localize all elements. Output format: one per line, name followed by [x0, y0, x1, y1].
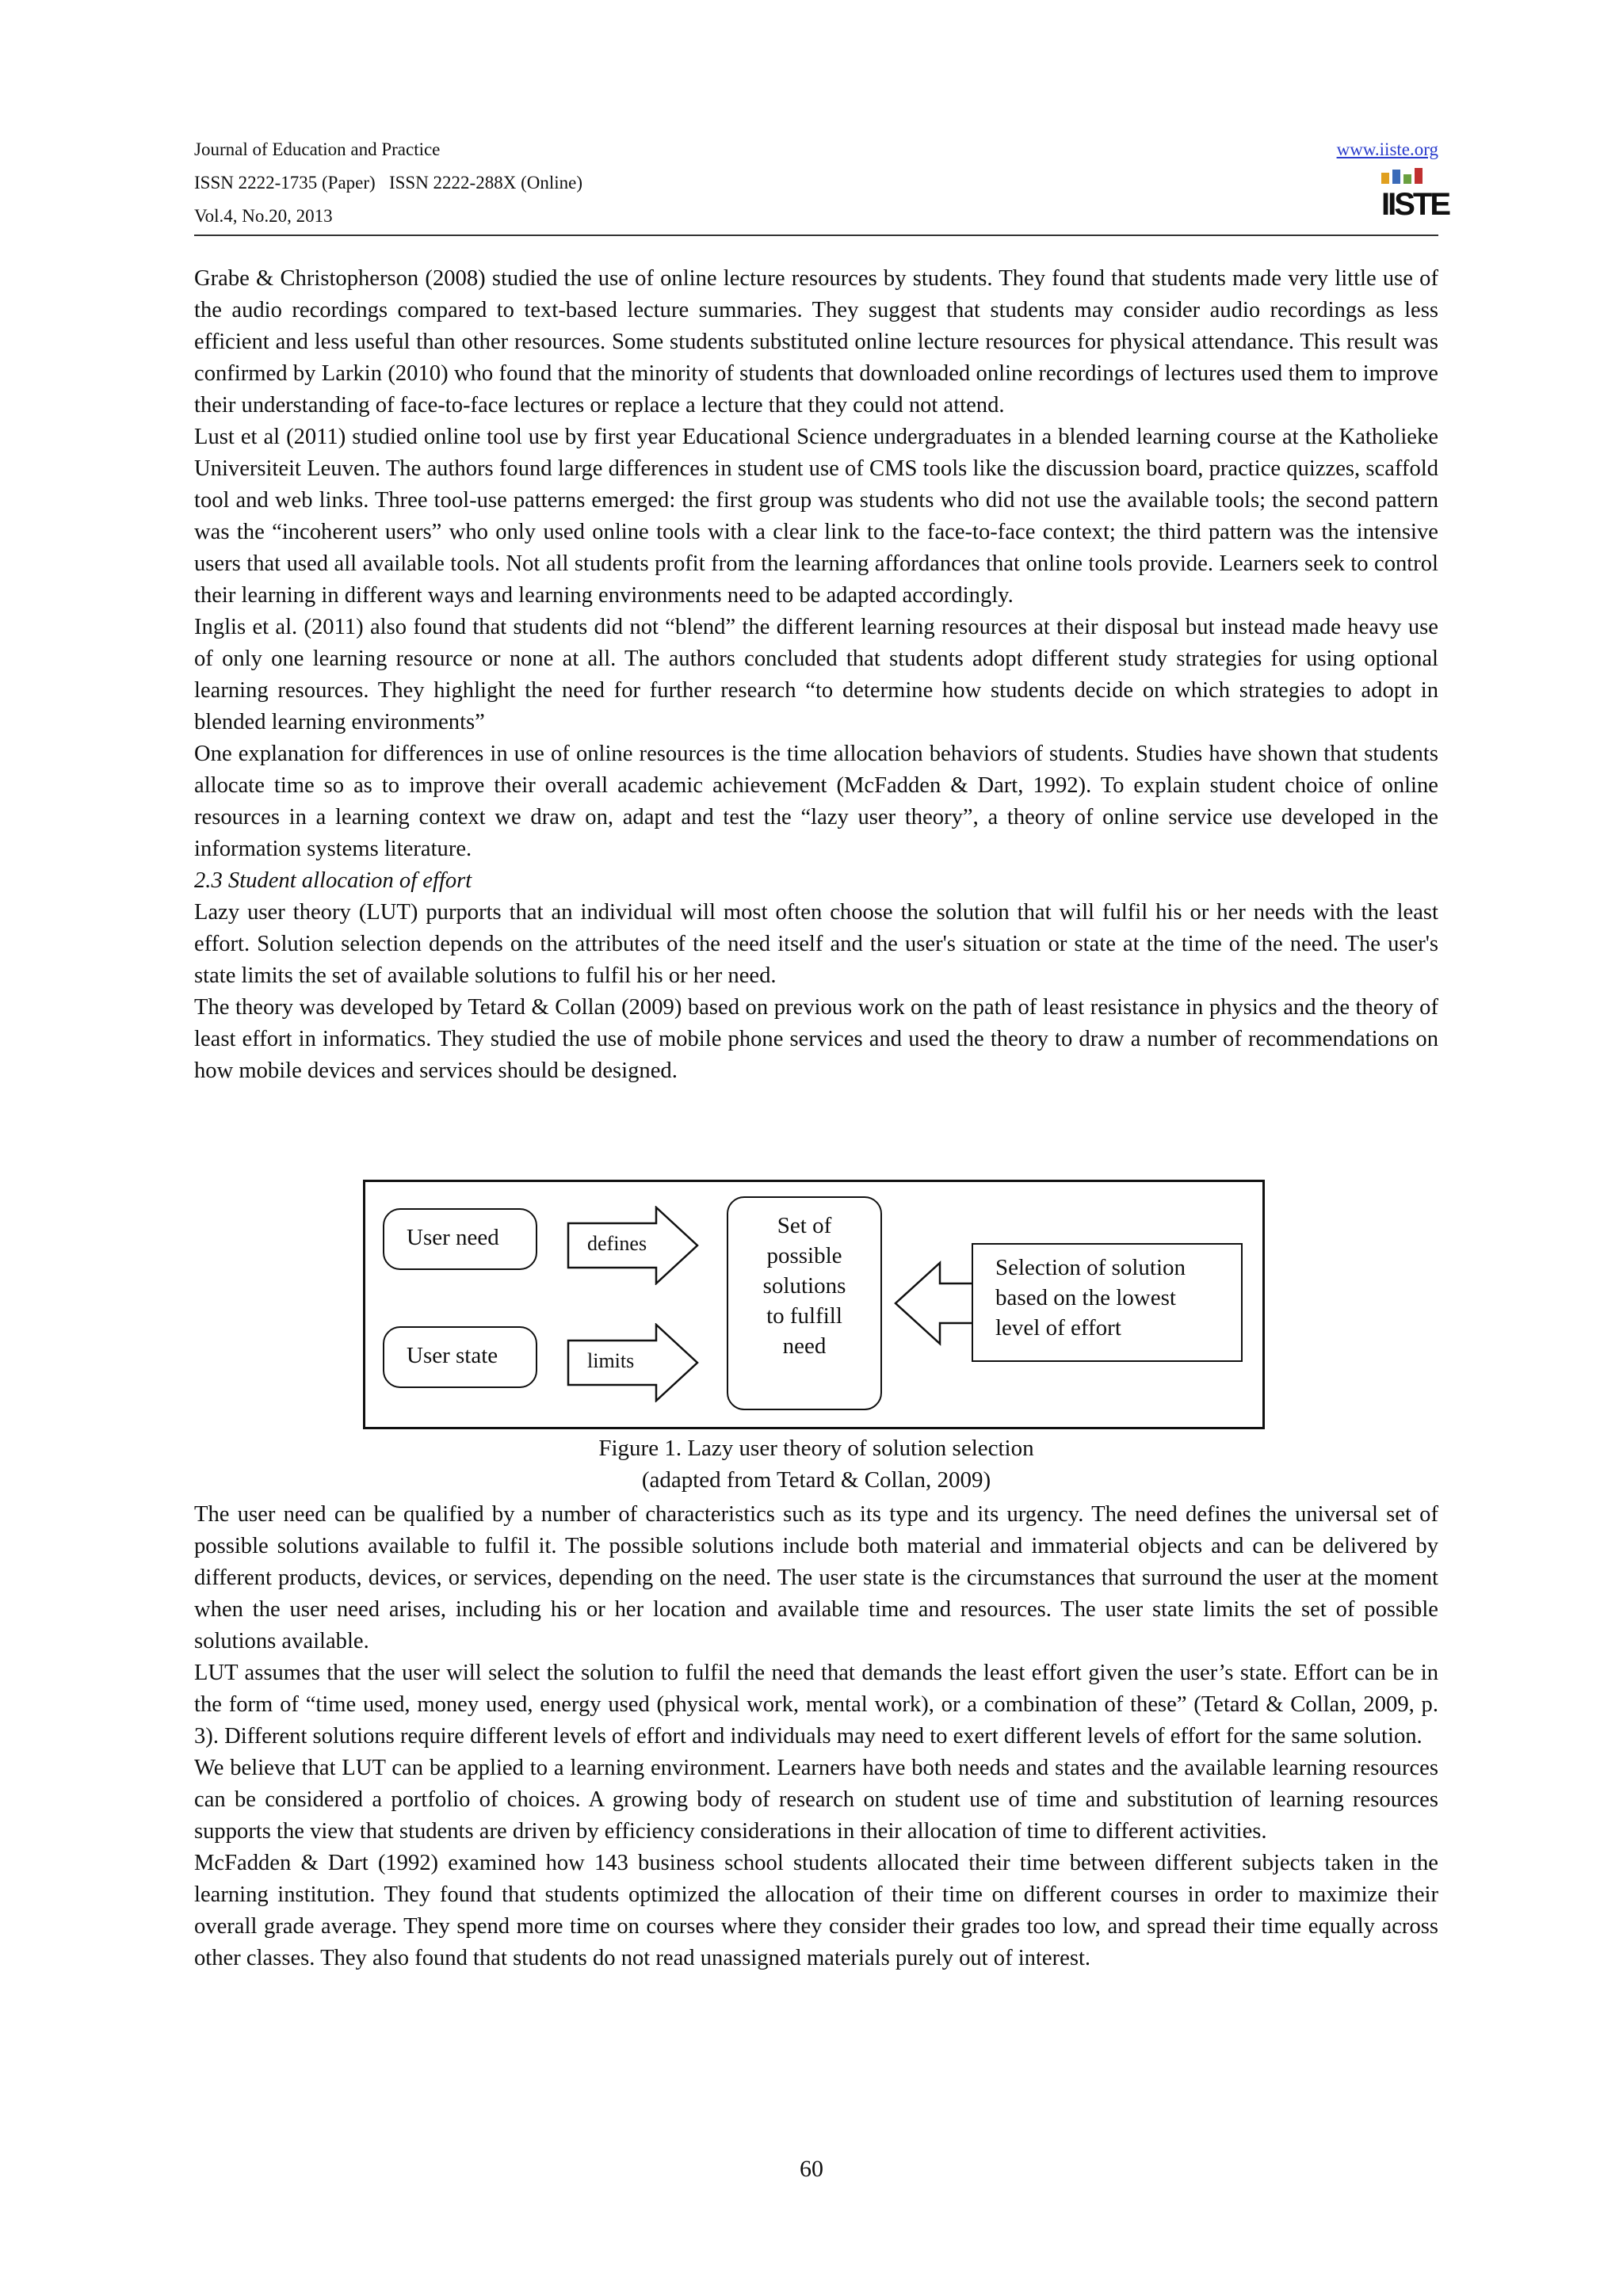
volume-line: Vol.4, No.20, 2013: [194, 206, 333, 226]
figure-caption-source: (adapted from Tetard & Collan, 2009): [641, 1467, 991, 1493]
solutions-line: to fulfill: [766, 1303, 842, 1329]
selection-line: based on the lowest: [995, 1285, 1176, 1310]
selection-line: Selection of solution: [995, 1255, 1186, 1280]
page-number: 60: [800, 2156, 823, 2182]
header-rule: [194, 235, 1438, 236]
body-bottom: [194, 1499, 1438, 1974]
solutions-line: solutions: [762, 1273, 846, 1299]
logo-text: IISTE: [1381, 187, 1449, 222]
paragraph: We believe that LUT can be applied to a learning environment. Learners have both needs and states and the available learning resources can be considered a portfolio of choices. A growing body of research on student use of time and substitution of learning resources supports the view that students are driven by efficiency considerations in their allocation of time to different activities.: [194, 1756, 1438, 1844]
user-state-box: [383, 1326, 537, 1388]
website-link[interactable]: www.iiste.org: [1336, 139, 1438, 159]
selection-box: [972, 1243, 1243, 1362]
paragraph: One explanation for differences in use of online resources is the time allocation behaviors of students. Studies have shown that students allocate time so as to improve their overall academic achievement (McFadden & Dart, 1992). To explain student choice of online resources in a learning context we draw on, adapt and test the “lazy user theory”, a theory of online service use developed in the information systems literature.: [194, 742, 1438, 861]
figure-frame: [363, 1180, 1265, 1429]
paragraph: McFadden & Dart (1992) examined how 143 business school students allocated their time between different subjects taken in the learning institution. They found that students optimized the allocation of their time on different courses in order to maximize their overall grade average. They spend more time on courses where they consider their grades too low, and spread their time equally across other classes. They also found that students do not read unassigned materials purely out of interest.: [194, 1851, 1438, 1970]
paragraph: The theory was developed by Tetard & Collan (2009) based on previous work on the path of least resistance in physics and the theory of least effort in informatics. They studied the use of mobile phone services and used the theory to draw a number of recommendations on how mobile devices and services should be designed.: [194, 995, 1438, 1083]
user-need-label: User need: [407, 1225, 499, 1250]
section-heading: 2.3 Student allocation of effort: [194, 868, 472, 893]
paragraph: Lazy user theory (LUT) purports that an individual will most often choose the solution that will fulfil his or her needs with the least effort. Solution selection depends on the attributes of the need itself and the user's situation or state at the time of the need. The user's state limits the set of available solutions to fulfil his or her need.: [194, 900, 1438, 988]
body-top: [194, 263, 1438, 1087]
defines-label: defines: [587, 1232, 647, 1255]
selection-line: level of effort: [995, 1315, 1121, 1341]
logo-bars-icon: [1381, 168, 1437, 184]
paragraph: Inglis et al. (2011) also found that students did not “blend” the different learning resources at their disposal but instead made heavy use of only one learning resource or none at all. The authors concluded that students adopt different study strategies for using optional learning resources. They highlight the need for further research “to determine how students decide on which strategies to adopt in blended learning environments”: [194, 615, 1438, 734]
paragraph: LUT assumes that the user will select the solution to fulfil the need that demands the least effort given the user’s state. Effort can be in the form of “time used, money used, energy used (physical work, mental work), or a combination of these” (Tetard & Collan, 2009, p. 3). Different solutions require different levels of effort and individuals may need to exert different levels of effort for the same solution.: [194, 1661, 1438, 1749]
figure-caption: Figure 1. Lazy user theory of solution selection: [598, 1436, 1034, 1461]
paragraph: Lust et al (2011) studied online tool use by first year Educational Science undergraduates in a blended learning course at the Katholieke Universiteit Leuven. The authors found large differences in student use of CMS tools like the discussion board, practice quizzes, scaffold tool and web links. Three tool-use patterns emerged: the first group was students who did not use the available tools; the second pattern was the “incoherent users” who only used online tools with a clear link to the face-to-face context; the third pattern was the intensive users that used all available tools. Not all students profit from the learning affordances that online tools provide. Learners seek to control their learning in different ways and learning environments need to be adapted accordingly.: [194, 425, 1438, 608]
solutions-line: possible: [766, 1243, 842, 1268]
paragraph: Grabe & Christopherson (2008) studied the use of online lecture resources by students. They found that students made very little use of the audio recordings compared to text-based lecture summaries. They suggest that students may consider audio recordings as less efficient and less useful than other resources. Some students substituted online lecture resources for physical attendance. This result was confirmed by Larkin (2010) who found that the minority of students that downloaded online recordings of lectures used them to improve their understanding of face-to-face lectures or replace a lecture that they could not attend.: [194, 266, 1438, 418]
user-need-box: [383, 1208, 537, 1270]
issn-line: ISSN 2222-1735 (Paper) ISSN 2222-288X (Online): [194, 173, 582, 193]
journal-name: Journal of Education and Practice: [194, 139, 441, 159]
paragraph: The user need can be qualified by a number of characteristics such as its type and its urgency. The need defines the universal set of possible solutions available to fulfil it. The possible solutions include both material and immaterial objects and can be delivered by different products, devices, or services, depending on the need. The user state is the circumstances that surround the user at the moment when the user need arises, including his or her location and available time and resources. The user state limits the set of possible solutions available.: [194, 1502, 1438, 1653]
iiste-logo: [1381, 168, 1449, 227]
limits-label: limits: [587, 1349, 635, 1372]
solutions-line: Set of: [777, 1213, 832, 1238]
solutions-box: [727, 1196, 882, 1410]
user-state-label: User state: [407, 1343, 498, 1368]
solutions-line: need: [782, 1333, 827, 1359]
